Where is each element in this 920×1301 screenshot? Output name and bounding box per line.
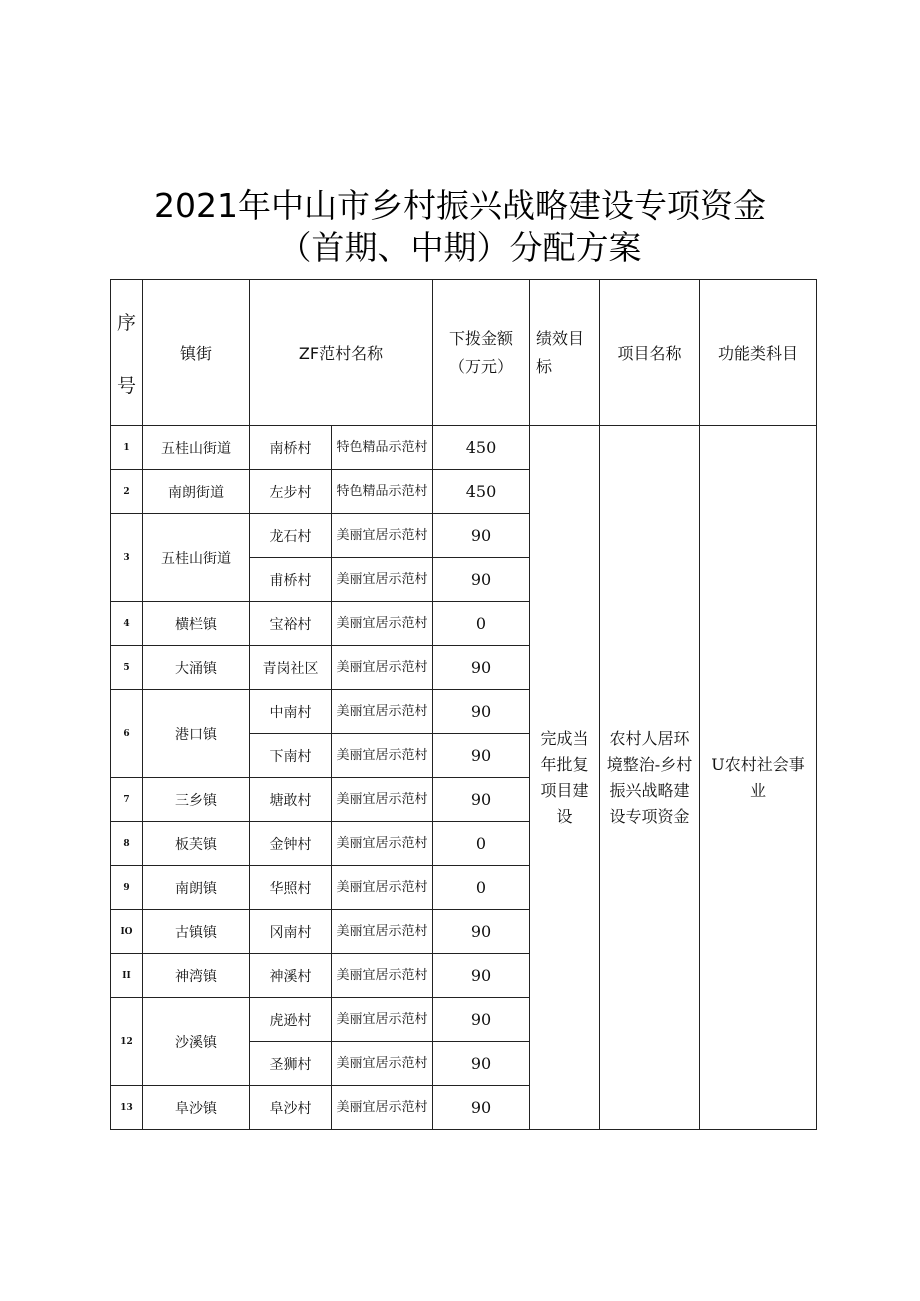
village-cell: 甫桥村: [250, 558, 332, 602]
town-cell: 港口镇: [143, 690, 250, 778]
amount-cell: 90: [433, 646, 530, 690]
header-village-name: ZF范村名称: [250, 280, 433, 426]
table-body: [111, 426, 817, 1130]
row-index: 2: [111, 470, 143, 514]
project-merged-cell: 农村人居环境整治-乡村振兴战略建设专项资金: [600, 426, 700, 1130]
amount-cell: 90: [433, 514, 530, 558]
amount-cell: 90: [433, 1042, 530, 1086]
row-index: 7: [111, 778, 143, 822]
amount-cell: 0: [433, 602, 530, 646]
row-index: 13: [111, 1086, 143, 1130]
row-index: 3: [111, 514, 143, 602]
row-index: 5: [111, 646, 143, 690]
village-type-cell: 美丽宜居示范村: [332, 558, 433, 602]
village-cell: 龙石村: [250, 514, 332, 558]
village-type-cell: 美丽宜居示范村: [332, 1042, 433, 1086]
town-cell: 横栏镇: [143, 602, 250, 646]
village-type-cell: 美丽宜居示范村: [332, 734, 433, 778]
village-type-cell: 特色精品示范村: [332, 470, 433, 514]
header-seq: [111, 280, 143, 426]
village-type-cell: 特色精品示范村: [332, 426, 433, 470]
row-index: 8: [111, 822, 143, 866]
village-cell: 金钟村: [250, 822, 332, 866]
row-index: 4: [111, 602, 143, 646]
town-cell: 南朗街道: [143, 470, 250, 514]
village-cell: 下南村: [250, 734, 332, 778]
town-cell: 大涌镇: [143, 646, 250, 690]
village-cell: 青岗社区: [250, 646, 332, 690]
row-index: II: [111, 954, 143, 998]
row-index: 1: [111, 426, 143, 470]
amount-cell: 90: [433, 1086, 530, 1130]
amount-cell: 90: [433, 734, 530, 778]
town-cell: 板芙镇: [143, 822, 250, 866]
village-type-cell: 美丽宜居示范村: [332, 954, 433, 998]
village-type-cell: 美丽宜居示范村: [332, 514, 433, 558]
town-cell: 古镇镇: [143, 910, 250, 954]
category-merged-cell: U农村社会事业: [700, 426, 817, 1130]
village-cell: 中南村: [250, 690, 332, 734]
village-type-cell: 美丽宜居示范村: [332, 822, 433, 866]
document-title-line1: 2021年中山市乡村振兴战略建设专项资金: [154, 186, 766, 225]
village-cell: 神溪村: [250, 954, 332, 998]
header-town: 镇街: [143, 280, 250, 426]
village-cell: 宝裕村: [250, 602, 332, 646]
amount-cell: 0: [433, 822, 530, 866]
target-merged-cell: 完成当年批复项目建设: [530, 426, 600, 1130]
village-type-cell: 美丽宜居示范村: [332, 910, 433, 954]
amount-cell: 450: [433, 470, 530, 514]
village-type-cell: 美丽宜居示范村: [332, 866, 433, 910]
row-index: 6: [111, 690, 143, 778]
town-cell: 神湾镇: [143, 954, 250, 998]
town-cell: 南朗镇: [143, 866, 250, 910]
row-index: 12: [111, 998, 143, 1086]
village-type-cell: 美丽宜居示范村: [332, 646, 433, 690]
village-cell: 圣狮村: [250, 1042, 332, 1086]
allocation-table: [110, 279, 817, 1130]
document-title-line2: （首期、中期）分配方案: [278, 228, 642, 267]
village-type-cell: 美丽宜居示范村: [332, 602, 433, 646]
amount-cell: 90: [433, 778, 530, 822]
header-category: 功能类科目: [700, 280, 817, 426]
village-type-cell: 美丽宜居示范村: [332, 998, 433, 1042]
amount-cell: 0: [433, 866, 530, 910]
town-cell: 三乡镇: [143, 778, 250, 822]
village-cell: 左步村: [250, 470, 332, 514]
header-project: 项目名称: [600, 280, 700, 426]
amount-cell: 90: [433, 558, 530, 602]
header-row: [111, 280, 817, 426]
town-cell: 五桂山街道: [143, 514, 250, 602]
header-target: 绩效目标: [530, 280, 600, 426]
amount-cell: 450: [433, 426, 530, 470]
town-cell: 阜沙镇: [143, 1086, 250, 1130]
village-cell: 华照村: [250, 866, 332, 910]
header-seq-top: 序: [116, 311, 136, 334]
village-cell: 阜沙村: [250, 1086, 332, 1130]
amount-cell: 90: [433, 998, 530, 1042]
header-seq-bottom: 号: [116, 374, 136, 397]
town-cell: 沙溪镇: [143, 998, 250, 1086]
village-cell: 塘敢村: [250, 778, 332, 822]
amount-cell: 90: [433, 910, 530, 954]
village-cell: 南桥村: [250, 426, 332, 470]
village-cell: 虎逊村: [250, 998, 332, 1042]
table-row: [111, 426, 817, 470]
village-type-cell: 美丽宜居示范村: [332, 690, 433, 734]
town-cell: 五桂山街道: [143, 426, 250, 470]
amount-cell: 90: [433, 690, 530, 734]
village-type-cell: 美丽宜居示范村: [332, 778, 433, 822]
row-index: IO: [111, 910, 143, 954]
header-amount: 下拨金额（万元）: [433, 280, 530, 426]
amount-cell: 90: [433, 954, 530, 998]
village-type-cell: 美丽宜居示范村: [332, 1086, 433, 1130]
village-cell: 冈南村: [250, 910, 332, 954]
row-index: 9: [111, 866, 143, 910]
